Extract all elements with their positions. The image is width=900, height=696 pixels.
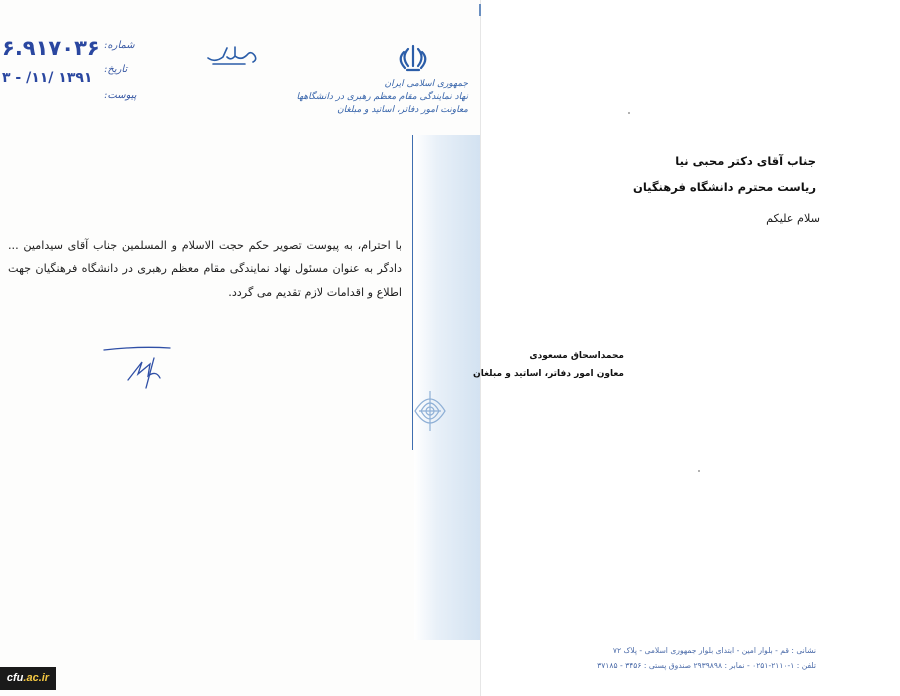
signer-title: معاون امور دفاتر، اساتید و مبلغان [473, 369, 624, 379]
footer-address: نشانی : قم - بلوار امین - ابتدای بلوار جمهوری اسلامی - پلاک ۷۲ [612, 646, 816, 655]
reference-block [0, 36, 140, 126]
footer [597, 643, 816, 673]
recipient-name: جناب آقای دکتر محبی نیا [675, 154, 816, 168]
date-value: ۳ - /۱۱/ ۱۳۹۱ [2, 70, 93, 86]
greeting: سلام علیکم [766, 212, 820, 225]
scan-dust [628, 112, 630, 114]
recipient-block [633, 148, 816, 200]
site-watermark: cfu.ac.ir [0, 667, 56, 690]
date-label: تاریخ: [104, 64, 128, 75]
iran-emblem-icon [397, 42, 429, 74]
number-value: ۶.۹۱۷۰۳۶ [2, 36, 100, 60]
handwritten-signature [98, 340, 188, 396]
number-label: شماره: [104, 40, 135, 51]
scan-edge-mark [479, 4, 481, 16]
letterhead-line-2: نهاد نمایندگی مقام معظم رهبری در دانشگاهها [296, 92, 468, 102]
signer-block [473, 347, 624, 383]
scan-dust [698, 470, 700, 472]
signer-name: محمداسحاق مسعودی [529, 351, 624, 361]
letterhead-line-3: معاونت امور دفاتر، اساتید و مبلغان [337, 105, 468, 115]
letterhead-line-1: جمهوری اسلامی ایران [384, 79, 468, 89]
footer-contact: تلفن : ۱-۲۱۱۰-۰۲۵۱ - نمابر : ۲۹۳۹۸۹۸ صندوق پستی : ۳۴۵۶ - ۳۷۱۸۵ [597, 661, 816, 670]
recipient-title: ریاست محترم دانشگاه فرهنگیان [633, 180, 816, 194]
bismillah-calligraphy [205, 42, 259, 66]
body-paragraph: با احترام، به پیوست تصویر حکم حجت الاسلام و المسلمین جناب آقای سیدامین ... دادگر به عنوان مسئول نهاد نمایندگی مقام معظم رهبری در دانشگاه فرهنگیان جهت اطلاع و اقدامات لازم تقدیم می گردد. [8, 239, 402, 299]
letterhead [296, 42, 468, 117]
ornament-icon [413, 385, 447, 437]
attachment-label: پیوست: [104, 90, 137, 101]
